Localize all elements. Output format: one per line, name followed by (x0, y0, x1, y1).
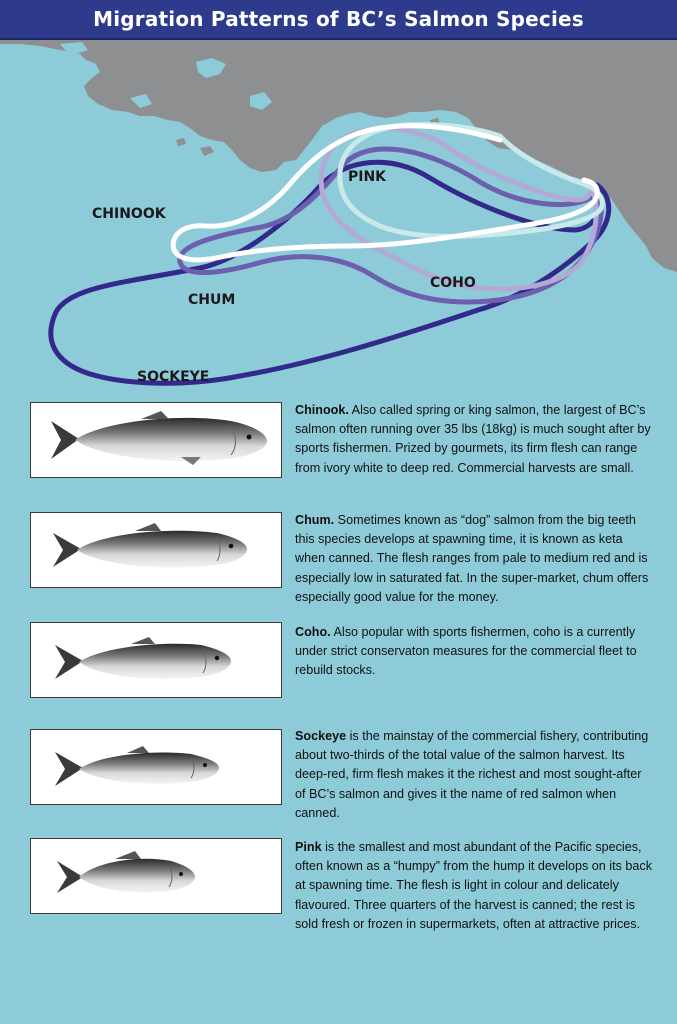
species-text: is the smallest and most abundant of the Pacific species, often known as a “humpy” from the hump it develops on its back at spawning time. The flesh is light in colour and delicately flavoured. Three quarters of the harvest is canned; the rest is sold fresh or frozen in supermarkets, often at attractive prices. (295, 840, 653, 931)
chum-image (30, 512, 282, 588)
species-text: Also called spring or king salmon, the largest of BC’s salmon often running over 35 lbs (18kg) is much sought after by sports fishermen. Prized by gourmets, its firm flesh can range from ivory white to deep red. Commercial harvests are small. (295, 403, 651, 475)
coho-label: COHO (430, 275, 476, 291)
chum-description (295, 511, 655, 607)
sockeye-description (295, 727, 655, 823)
species-name: Chum. (295, 513, 335, 527)
sockeye-label: SOCKEYE (137, 369, 210, 385)
chum-label: CHUM (188, 292, 236, 308)
species-name: Pink (295, 840, 322, 854)
coho-image (30, 622, 282, 698)
fish-icon (53, 523, 247, 568)
chinook-label: CHINOOK (92, 206, 166, 222)
pink-label: PINK (348, 169, 387, 185)
species-text: Sometimes known as “dog” salmon from the big teeth this species develops at spawning time, it is known as keta when canned. The flesh ranges from pale to medium red and is especially low in saturated fat. In the super-market, chum offers especially good value for the money. (295, 513, 649, 604)
coho-description (295, 623, 655, 681)
fish-icon (57, 851, 195, 893)
pink-description (295, 838, 655, 934)
chinook-description (295, 401, 655, 478)
species-name: Chinook. (295, 403, 349, 417)
species-text: is the mainstay of the commercial fishery, contributing about two-thirds of the total value of the salmon harvest. Its deep-red, firm flesh makes it the richest and most sought-after of BC’s salmon and gives it the name of red salmon when canned. (295, 729, 649, 820)
page-title: Migration Patterns of BC’s Salmon Species (93, 7, 584, 31)
migration-map (0, 40, 677, 400)
sockeye-image (30, 729, 282, 805)
fish-icon (55, 746, 219, 786)
pink-image (30, 838, 282, 914)
species-name: Sockeye (295, 729, 347, 743)
chinook-image (30, 402, 282, 478)
species-text: Also popular with sports fishermen, coho is a currently under strict conservaton measures for the commercial fleet to rebuild stocks. (295, 625, 637, 678)
fish-icon (51, 411, 267, 465)
title-bar (0, 0, 677, 40)
species-name: Coho. (295, 625, 331, 639)
fish-icon (55, 637, 231, 679)
